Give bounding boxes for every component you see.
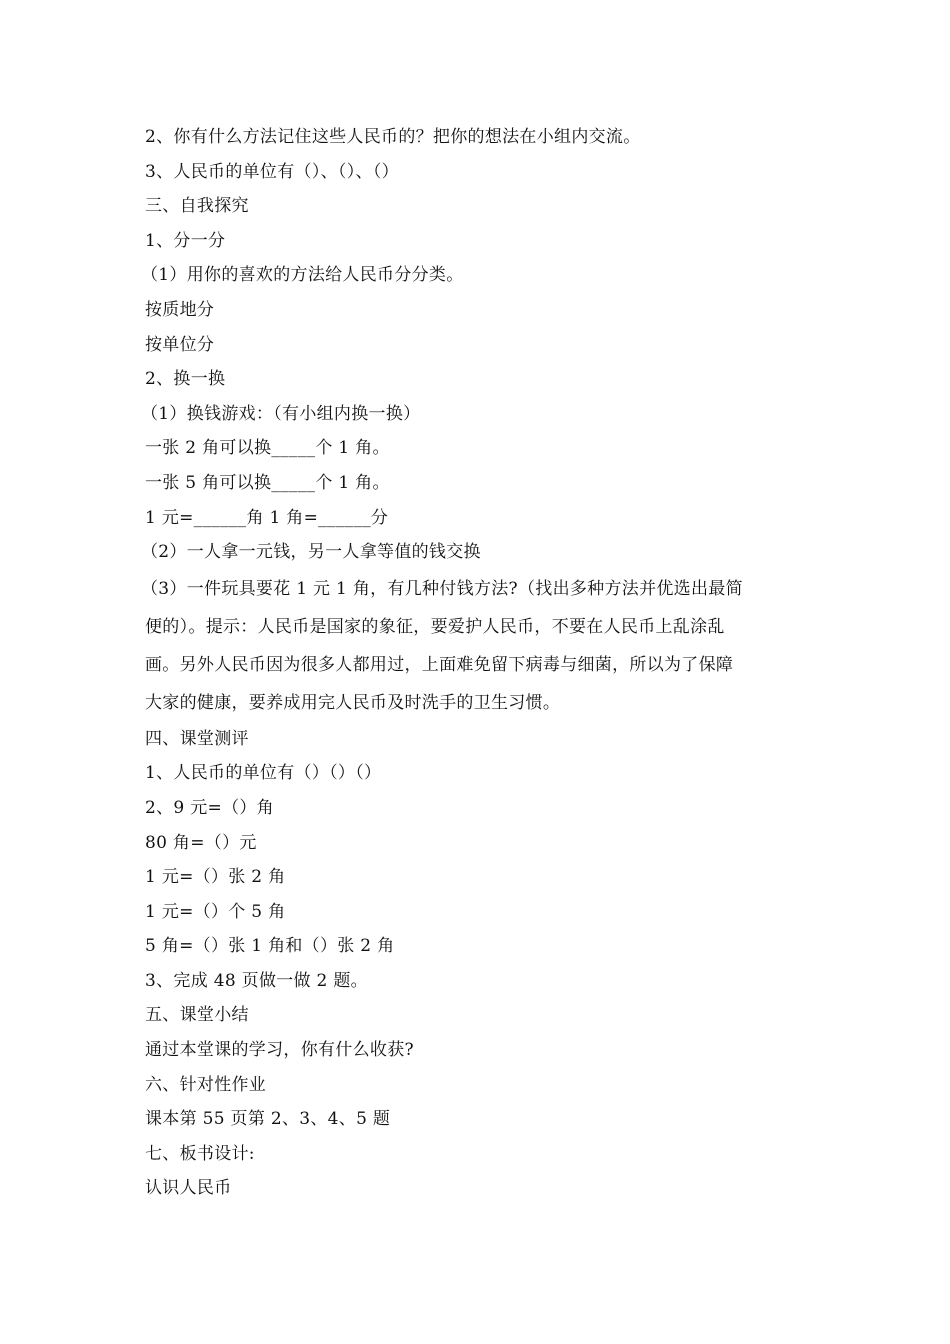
section-heading: 三、自我探究 xyxy=(145,196,249,217)
paragraph-line: 大家的健康，要养成用完人民币及时洗手的卫生习惯。 xyxy=(145,692,561,713)
text-line: 3、完成 48 页做一做 2 题。 xyxy=(145,970,368,991)
text-line: （1）换钱游戏：（有小组内换一换） xyxy=(141,403,421,424)
text-line: 一张 5 角可以换_____个 1 角。 xyxy=(145,472,390,493)
paragraph xyxy=(141,570,805,722)
text-line: 一张 2 角可以换_____个 1 角。 xyxy=(145,438,390,459)
text-line: 1 元=（）个 5 角 xyxy=(145,901,286,922)
text-line: 课本第 55 页第 2、3、4、5 题 xyxy=(145,1109,391,1130)
document-body xyxy=(141,120,805,1206)
text-line: 3、人民币的单位有（）、（）、（） xyxy=(145,161,399,182)
section-heading: 七、板书设计: xyxy=(145,1143,255,1164)
section-heading: 四、课堂测评 xyxy=(145,728,249,749)
text-line: 认识人民币 xyxy=(145,1178,232,1199)
text-line: （1）用你的喜欢的方法给人民币分分类。 xyxy=(141,265,464,286)
paragraph-line: 便的）。提示：人民币是国家的象征，要爱护人民币，不要在人民币上乱涂乱 xyxy=(145,616,725,637)
text-line: （2）一人拿一元钱，另一人拿等值的钱交换 xyxy=(141,542,481,563)
text-line: 按单位分 xyxy=(145,334,215,355)
text-line: 2、9 元=（）角 xyxy=(145,797,274,818)
text-line: 80 角=（）元 xyxy=(145,832,257,853)
text-line: 1 元=（）张 2 角 xyxy=(145,867,286,888)
text-line: 5 角=（）张 1 角和（）张 2 角 xyxy=(145,936,395,957)
paragraph-line: 画。另外人民币因为很多人都用过，上面难免留下病毒与细菌，所以为了保障 xyxy=(145,654,734,675)
text-line: 2、你有什么方法记住这些人民币的？把你的想法在小组内交流。 xyxy=(145,127,641,147)
text-line: 2、换一换 xyxy=(145,369,226,390)
text-line: 1、分一分 xyxy=(145,230,226,251)
text-line: 通过本堂课的学习，你有什么收获? xyxy=(145,1040,414,1061)
section-heading: 六、针对性作业 xyxy=(145,1074,267,1095)
text-line: 1 元=______角 1 角=______分 xyxy=(145,507,389,528)
text-line: 1、人民币的单位有（）（）（） xyxy=(145,763,382,784)
text-line: 按质地分 xyxy=(145,299,215,320)
paragraph-line: （3）一件玩具要花 1 元 1 角，有几种付钱方法?（找出多种方法并优选出最简 xyxy=(141,578,743,599)
section-heading: 五、课堂小结 xyxy=(145,1005,249,1026)
